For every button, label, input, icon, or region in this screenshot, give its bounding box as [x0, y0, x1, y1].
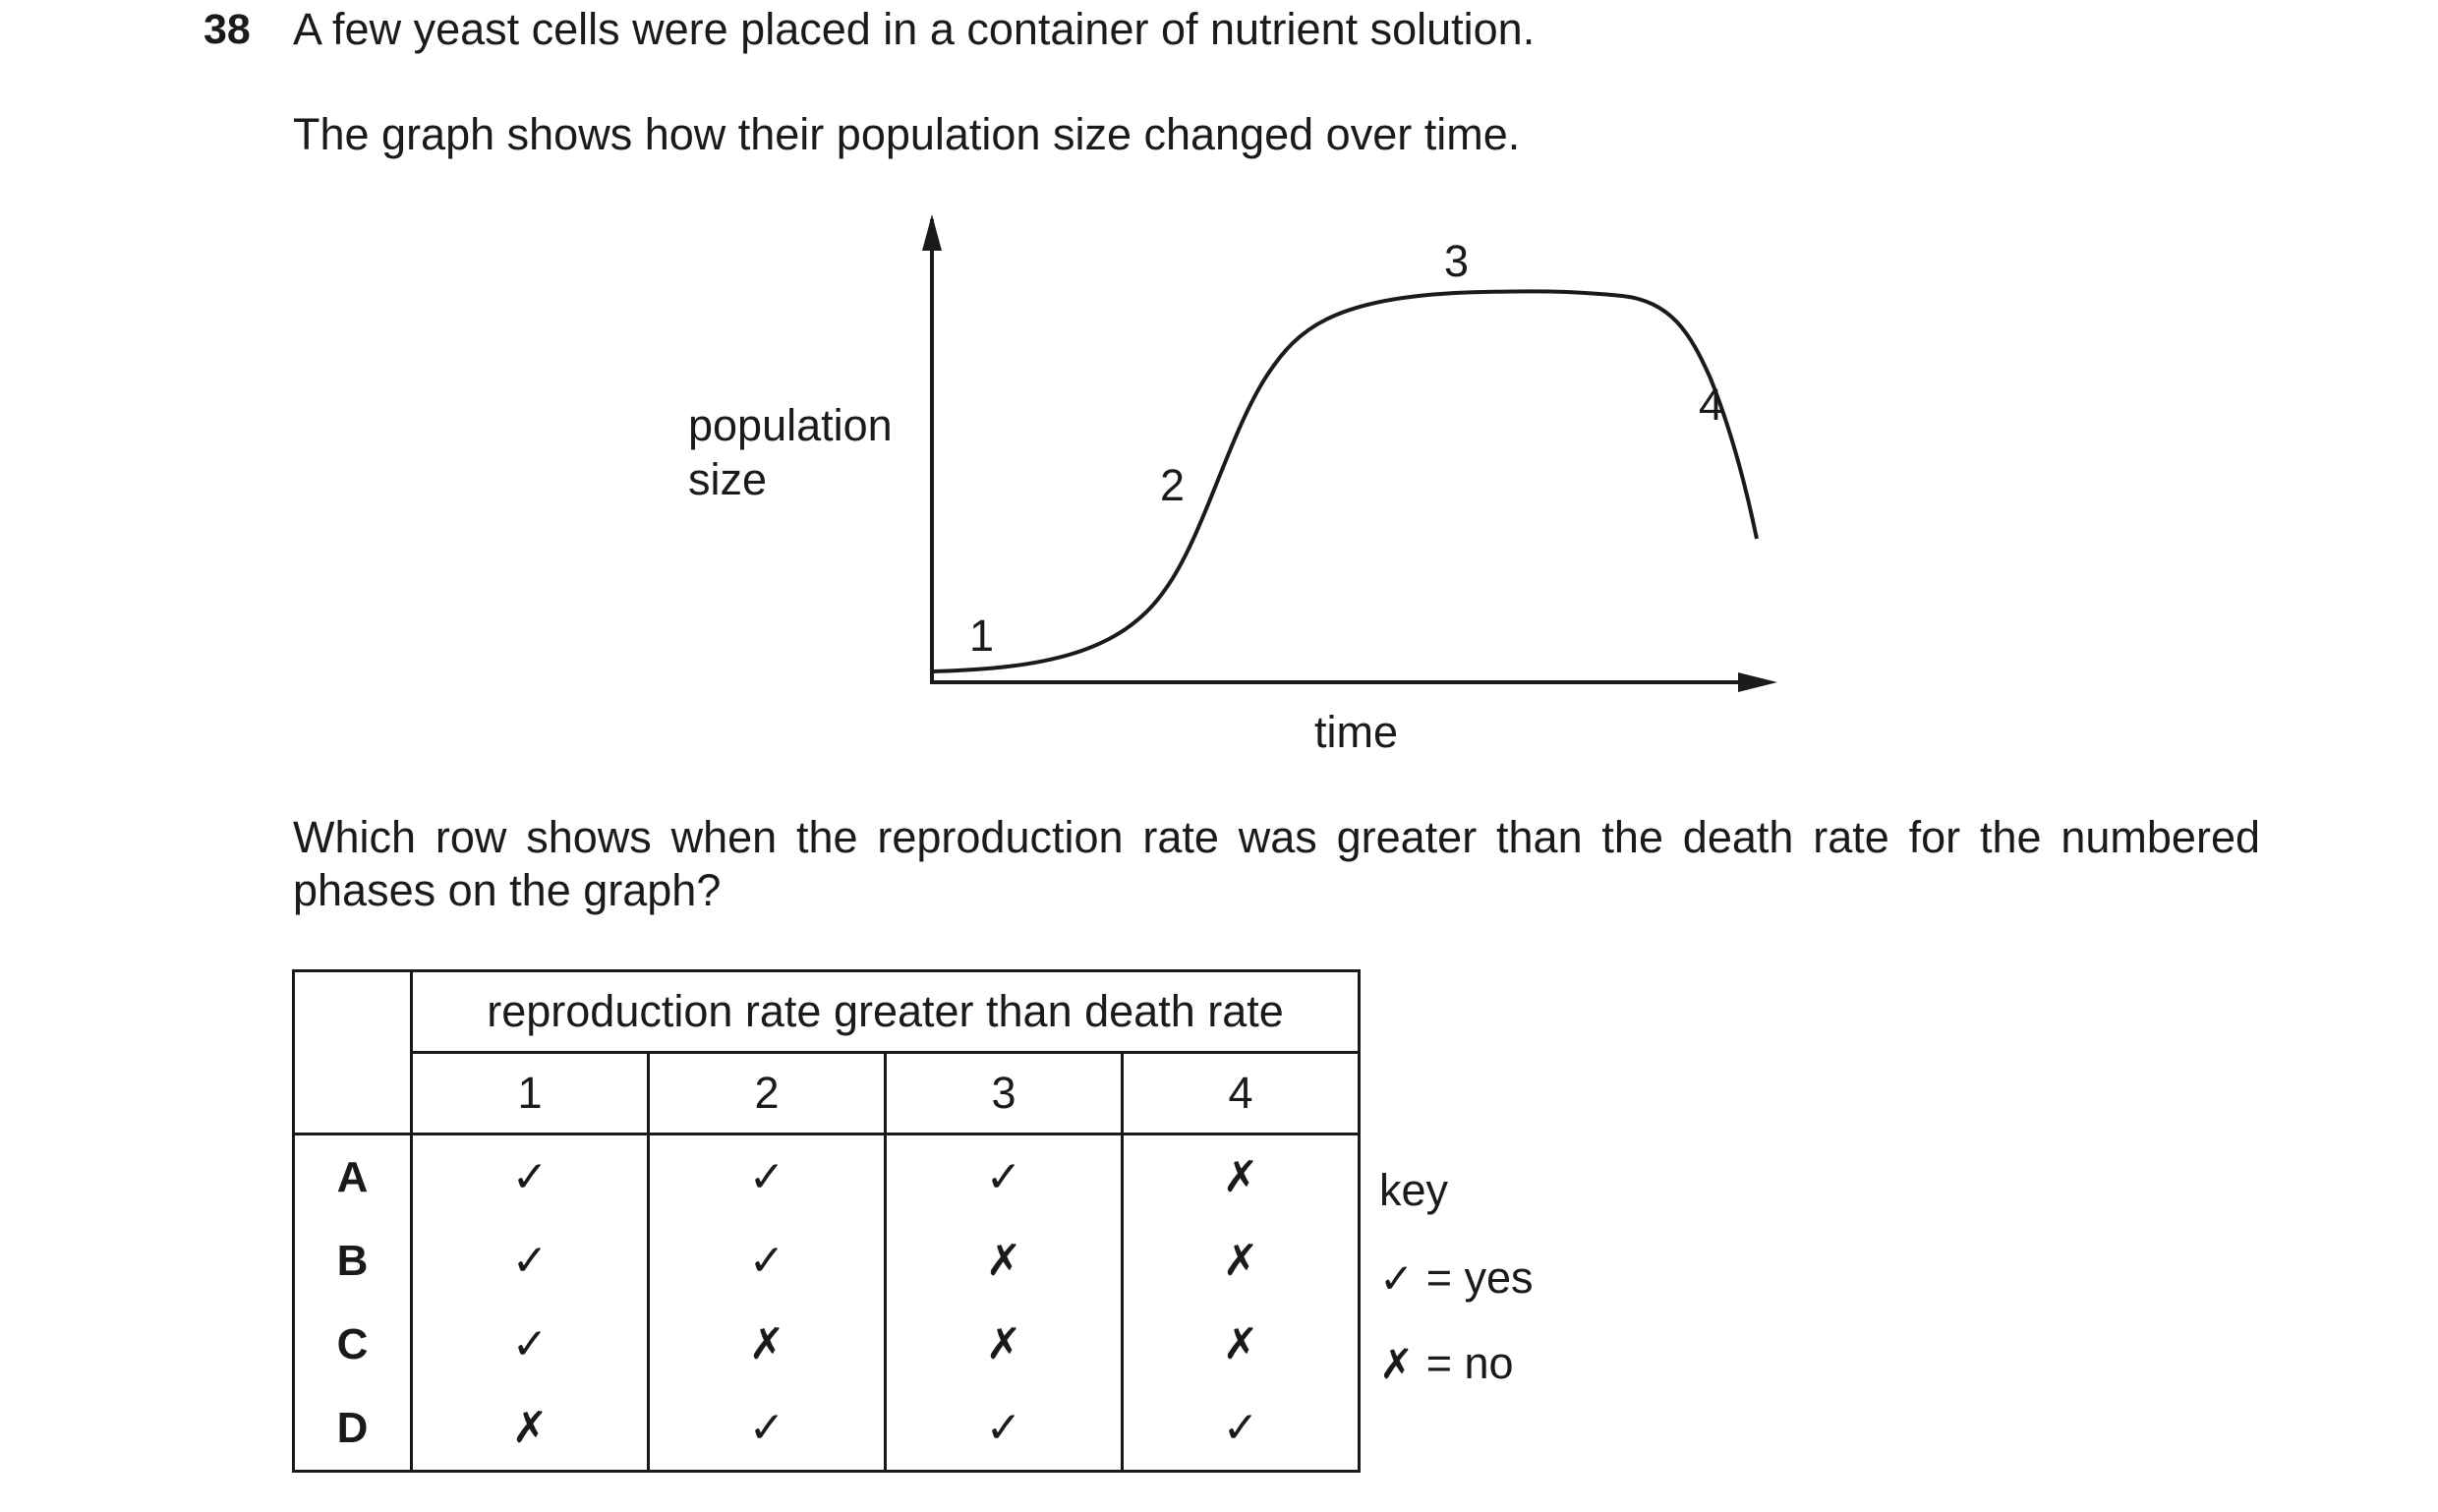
- cell-a-4: ✗: [1123, 1134, 1360, 1220]
- phase-label-1: 1: [969, 611, 995, 661]
- intro-line-1: A few yeast cells were placed in a container of nutrient solution.: [293, 4, 1536, 54]
- x-axis-arrowhead: [1738, 672, 1777, 692]
- cell-a-3: ✓: [886, 1134, 1123, 1220]
- cell-c-1: ✓: [412, 1303, 649, 1386]
- question-number: 38: [203, 6, 251, 53]
- cell-b-4: ✗: [1123, 1219, 1360, 1303]
- column-header-2: 2: [649, 1053, 886, 1134]
- x-axis-label: time: [1314, 707, 1399, 757]
- table-row-b: [294, 1219, 1360, 1303]
- cell-d-1: ✗: [412, 1386, 649, 1472]
- cell-d-4: ✓: [1123, 1386, 1360, 1472]
- population-curve: [932, 291, 1757, 671]
- table-header: reproduction rate greater than death rate: [412, 971, 1360, 1053]
- column-header-1: 1: [412, 1053, 649, 1134]
- row-label-b: B: [294, 1219, 412, 1303]
- y-axis-label-line-1: population: [688, 400, 893, 450]
- table-corner-cell: [294, 971, 412, 1134]
- column-header-3: 3: [886, 1053, 1123, 1134]
- table-row-c: [294, 1303, 1360, 1386]
- cell-d-2: ✓: [649, 1386, 886, 1472]
- cell-a-1: ✓: [412, 1134, 649, 1220]
- cell-c-3: ✗: [886, 1303, 1123, 1386]
- y-axis-label-line-2: size: [688, 454, 768, 504]
- row-label-a: A: [294, 1134, 412, 1220]
- cell-b-2: ✓: [649, 1219, 886, 1303]
- phase-label-2: 2: [1160, 460, 1186, 510]
- key-no: [1379, 1338, 1514, 1390]
- y-axis-arrowhead: [922, 214, 942, 251]
- row-label-c: C: [294, 1303, 412, 1386]
- phase-label-4: 4: [1699, 379, 1724, 430]
- answer-table: [292, 969, 1361, 1473]
- cross-icon: ✗: [1379, 1340, 1415, 1388]
- cell-b-1: ✓: [412, 1219, 649, 1303]
- tick-icon: ✓: [1379, 1254, 1415, 1303]
- intro-line-2: The graph shows how their population size changed over time.: [293, 109, 1521, 159]
- row-label-d: D: [294, 1386, 412, 1472]
- cell-d-3: ✓: [886, 1386, 1123, 1472]
- table-row-a: [294, 1134, 1360, 1220]
- key-yes-text: = yes: [1425, 1252, 1534, 1303]
- question-text: Which row shows when the reproduction rate was greater than the death rate for the numbered phases on the graph?: [293, 812, 2260, 915]
- cell-c-2: ✗: [649, 1303, 886, 1386]
- key-title: key: [1379, 1165, 1449, 1215]
- column-header-4: 4: [1123, 1053, 1360, 1134]
- table-row-d: [294, 1386, 1360, 1472]
- key-no-text: = no: [1425, 1338, 1514, 1388]
- cell-c-4: ✗: [1123, 1303, 1360, 1386]
- cell-b-3: ✗: [886, 1219, 1123, 1303]
- cell-a-2: ✓: [649, 1134, 886, 1220]
- key-yes: [1379, 1252, 1534, 1305]
- phase-label-3: 3: [1444, 236, 1470, 286]
